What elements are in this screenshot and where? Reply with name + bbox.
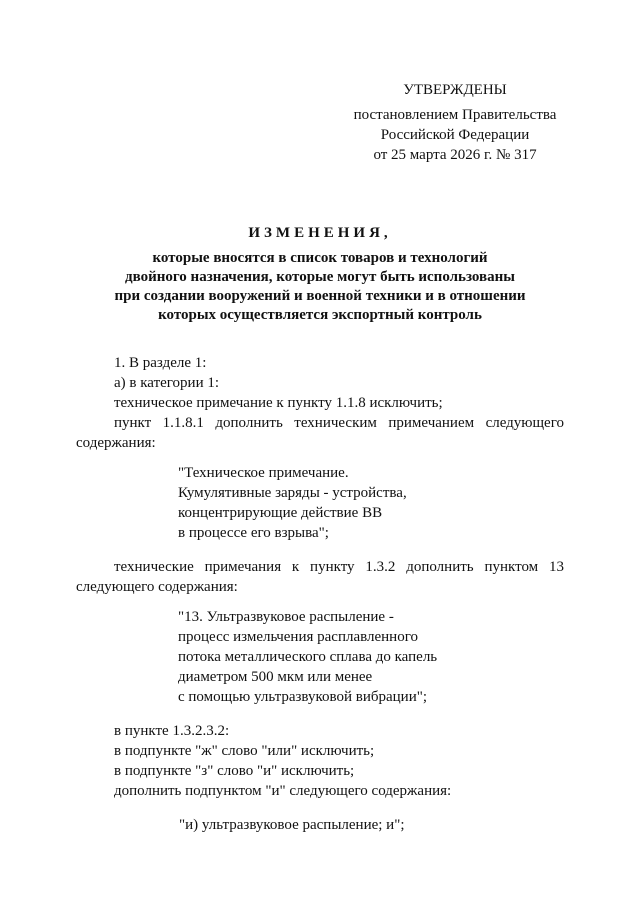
approval-stamp	[340, 80, 570, 165]
quote-line: "Техническое примечание.	[178, 465, 349, 481]
quote-block	[76, 815, 564, 835]
document-body	[76, 353, 564, 835]
quote-line: Кумулятивные заряды - устройства,	[178, 485, 407, 501]
paragraph: 1. В разделе 1:	[114, 355, 207, 371]
subtitle-line: которых осуществляется экспортный контроль	[158, 307, 482, 323]
paragraph: а) в категории 1:	[114, 375, 220, 391]
paragraph: в подпункте "з" слово "и" исключить;	[114, 763, 355, 779]
document-subtitle	[60, 249, 580, 325]
paragraph: техническое примечание к пункту 1.1.8 исключить;	[114, 395, 443, 411]
document-title: ИЗМЕНЕНИЯ,	[248, 225, 392, 241]
paragraph: технические примечания к пункту 1.3.2 дополнить пунктом 13	[114, 559, 564, 575]
subtitle-line: которые вносятся в список товаров и технологий	[152, 250, 488, 266]
subtitle-line: двойного назначения, которые могут быть использованы	[125, 269, 515, 285]
quote-line: концентрирующие действие ВВ	[178, 505, 383, 521]
quote-line: процесс измельчения расплавленного	[178, 629, 418, 645]
paragraph: следующего содержания:	[76, 579, 238, 595]
paragraph: содержания:	[76, 435, 156, 451]
approval-date: от 25 марта 2026 г. № 317	[373, 147, 537, 163]
paragraph: пункт 1.1.8.1 дополнить техническим примечанием следующего	[114, 415, 564, 431]
paragraph: дополнить подпунктом "и" следующего содержания:	[114, 783, 452, 799]
subtitle-line: при создании вооружений и военной техники и в отношении	[114, 288, 526, 304]
paragraph: в подпункте "ж" слово "или" исключить;	[114, 743, 375, 759]
quote-line: диаметром 500 мкм или менее	[178, 669, 373, 685]
quote-line: в процессе его взрыва";	[178, 525, 329, 541]
quote-line: с помощью ультразвуковой вибрации";	[178, 689, 428, 705]
quote-line: "13. Ультразвуковое распыление -	[178, 609, 394, 625]
quote-block	[76, 607, 564, 707]
approval-line: постановлением Правительства	[353, 107, 557, 123]
quote-line: потока металлического сплава до капель	[178, 649, 438, 665]
quote-block	[76, 463, 564, 543]
approval-title: УТВЕРЖДЕНЫ	[403, 82, 507, 98]
approval-line: Российской Федерации	[380, 127, 530, 143]
quote-line: "и) ультразвуковое распыление; и";	[179, 817, 405, 833]
paragraph: в пункте 1.3.2.3.2:	[114, 723, 230, 739]
